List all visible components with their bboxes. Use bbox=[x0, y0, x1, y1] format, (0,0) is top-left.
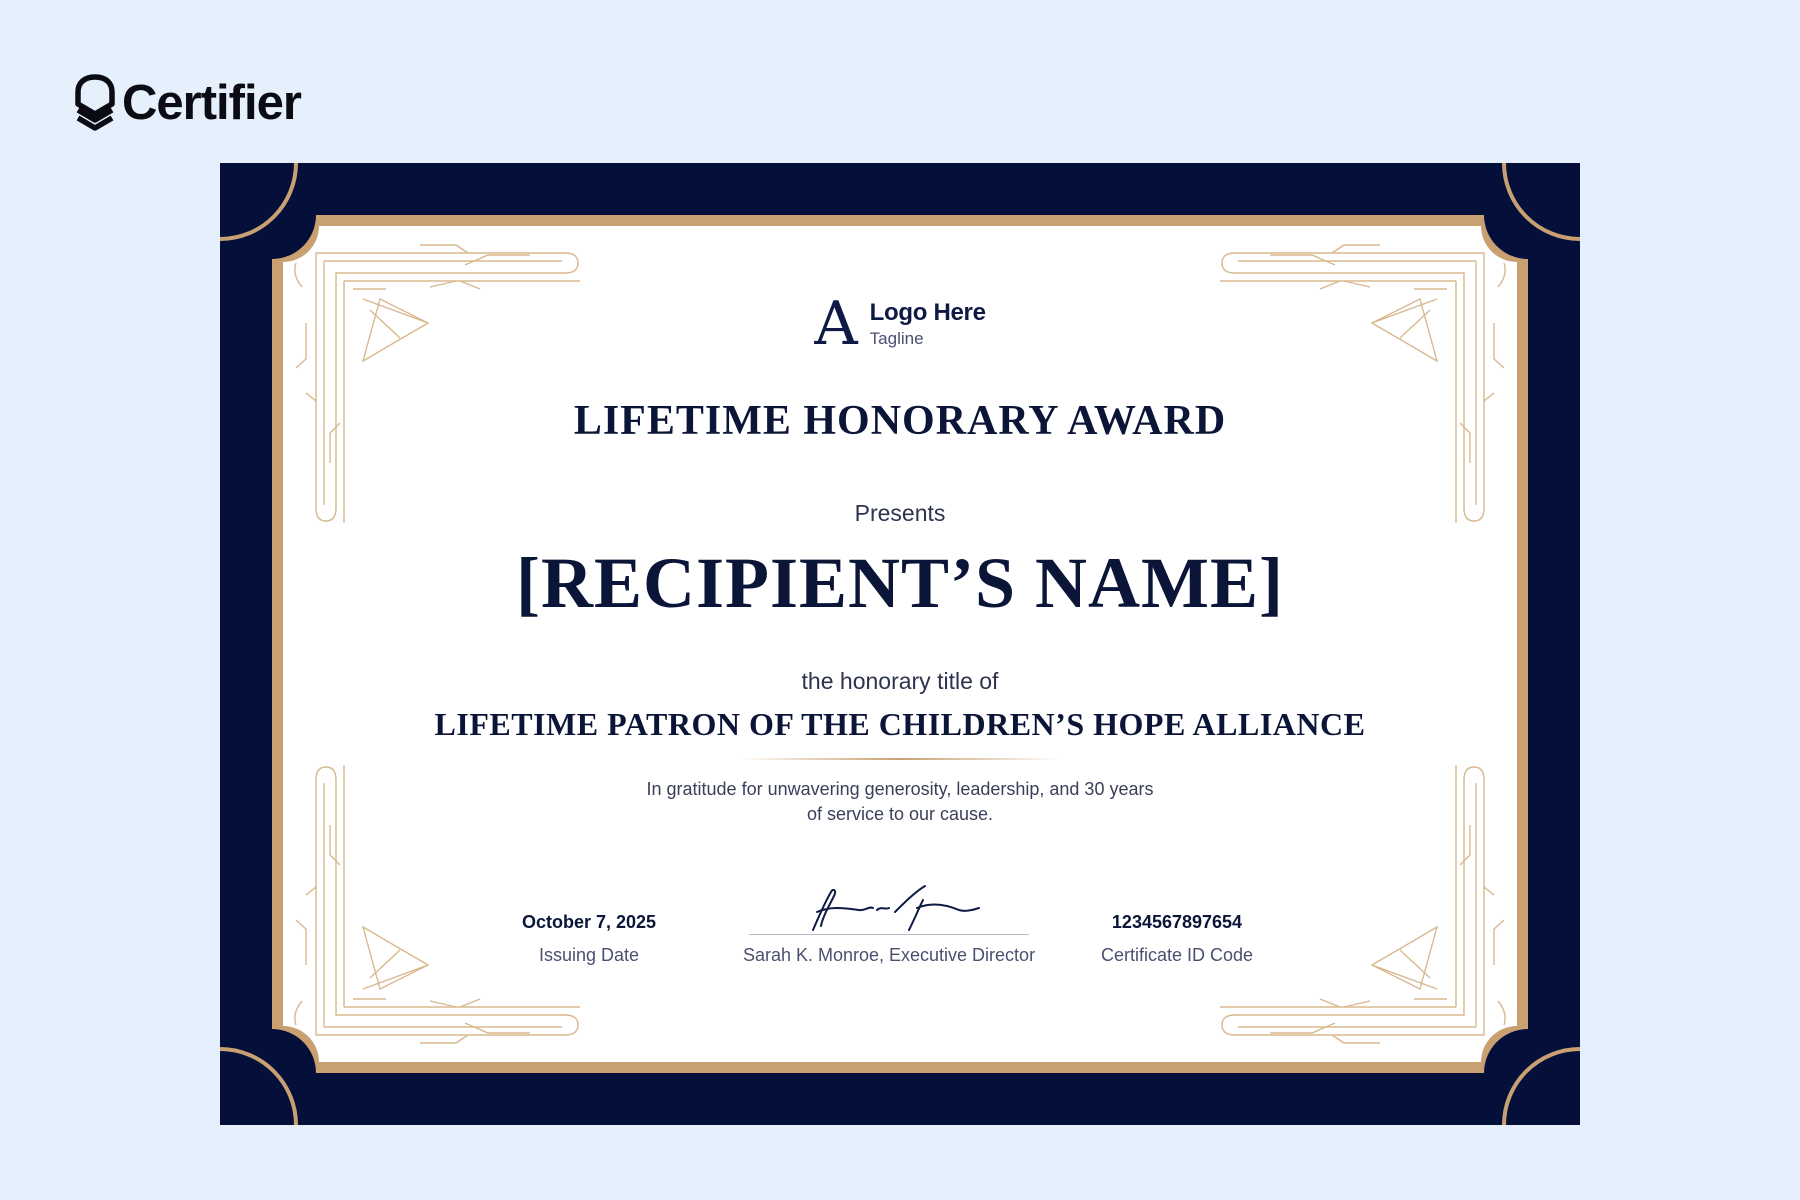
certificate-id-field bbox=[1087, 912, 1267, 966]
title-divider bbox=[736, 758, 1064, 760]
issue-date-value: October 7, 2025 bbox=[521, 912, 657, 932]
honorary-title: LIFETIME PATRON OF THE CHILDREN’S HOPE ALLIANCE bbox=[434, 706, 1366, 742]
signature-image bbox=[739, 880, 1039, 934]
brand-logo bbox=[74, 74, 301, 132]
signature-field bbox=[739, 880, 1039, 966]
certificate-id-label: Certificate ID Code bbox=[1100, 945, 1254, 965]
issue-date-field bbox=[499, 912, 679, 966]
logo-title: Logo Here bbox=[869, 299, 986, 326]
gratitude-line: In gratitude for unwavering generosity, leadership, and 30 years bbox=[646, 779, 1154, 799]
signature-line bbox=[749, 934, 1029, 935]
presents-text: Presents bbox=[854, 500, 946, 526]
award-title: LIFETIME HONORARY AWARD bbox=[573, 398, 1227, 444]
logo-tagline: Tagline bbox=[869, 329, 924, 348]
certificate-id-value: 1234567897654 bbox=[1111, 912, 1243, 932]
certificate-content bbox=[272, 226, 1528, 1062]
brand-name: Certifier bbox=[122, 75, 301, 130]
honorary-intro: the honorary title of bbox=[801, 668, 999, 694]
gratitude-line: of service to our cause. bbox=[806, 804, 994, 824]
logo-mark: A bbox=[814, 289, 858, 359]
certifier-shield-icon bbox=[74, 74, 116, 132]
gratitude-statement bbox=[272, 777, 1528, 827]
organization-logo bbox=[272, 289, 1528, 359]
recipient-name: [RECIPIENT’S NAME] bbox=[515, 543, 1285, 623]
signatory-label: Sarah K. Monroe, Executive Director bbox=[742, 945, 1036, 965]
certificate bbox=[220, 163, 1580, 1125]
issue-date-label: Issuing Date bbox=[538, 945, 640, 965]
